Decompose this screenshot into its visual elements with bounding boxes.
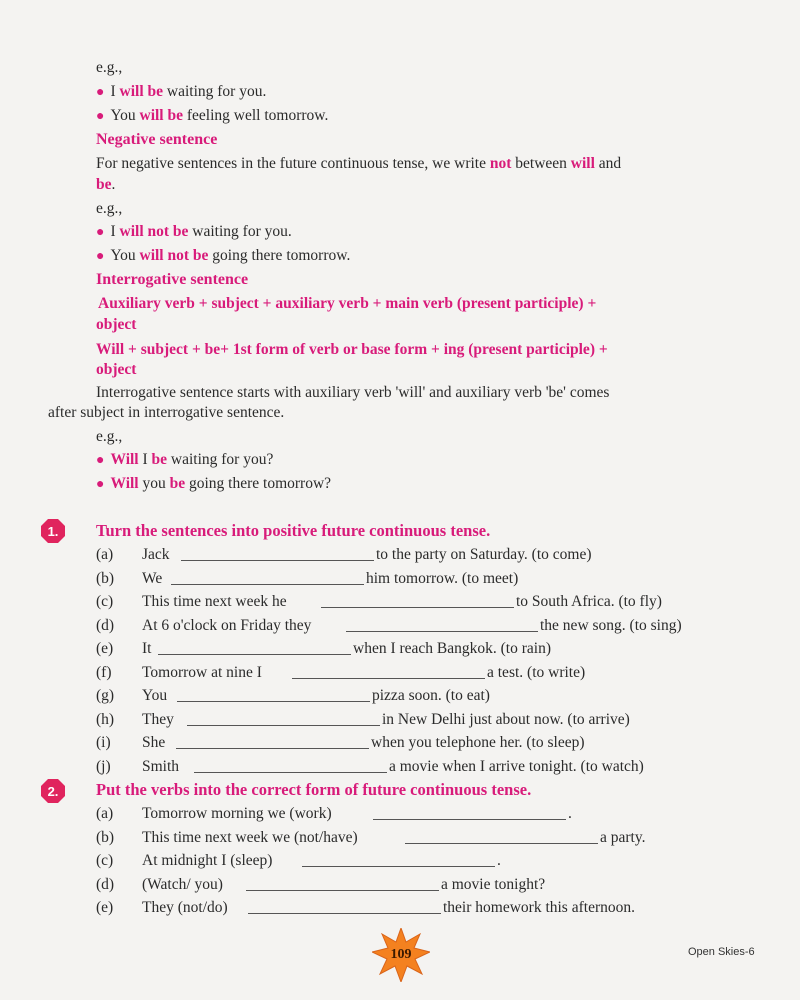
- negative-example-2: ● You will not be going there tomorrow.: [96, 247, 351, 264]
- exercise-2-item-answer-blank[interactable]: [405, 843, 598, 844]
- exercise-1-item-answer-blank[interactable]: [158, 654, 351, 655]
- positive-example-2: ● You will be feeling well tomorrow.: [96, 107, 329, 124]
- exercise-1-item-continuation: the new song. (to sing): [540, 617, 682, 634]
- interrogative-example-1: ● Will I be waiting for you?: [96, 451, 274, 468]
- negative-paragraph-line-1: For negative sentences in the future continuous tense, we write not between will and: [96, 155, 622, 172]
- exercise-2-item-continuation: .: [497, 852, 501, 869]
- exercise-2-item-prompt: They (not/do): [142, 899, 228, 916]
- eg-label: e.g.,: [96, 428, 123, 445]
- exercise-2-item-label: (b): [96, 829, 115, 846]
- book-title-footer: Open Skies-6: [688, 946, 755, 958]
- exercise-2-item-prompt: At midnight I (sleep): [142, 852, 273, 869]
- exercise-1-item-prompt: She: [142, 734, 166, 751]
- exercise-1-item-continuation: a movie when I arrive tonight. (to watch): [389, 758, 644, 775]
- exercise-2-badge: 2.: [40, 778, 66, 804]
- exercise-1-item-continuation: when you telephone her. (to sleep): [371, 734, 585, 751]
- exercise-1-item-label: (g): [96, 687, 115, 704]
- bullet-icon: ●: [96, 109, 105, 124]
- exercise-1-item-answer-blank[interactable]: [321, 607, 514, 608]
- interrogative-example-2: ● Will you be going there tomorrow?: [96, 475, 332, 492]
- exercise-1-item-label: (a): [96, 546, 114, 563]
- exercise-1-item-label: (d): [96, 617, 115, 634]
- exercise-1-item-label: (i): [96, 734, 111, 751]
- exercise-2-title: Put the verbs into the correct form of future continuous tense.: [96, 780, 532, 799]
- exercise-1-badge: 1.: [40, 518, 66, 544]
- exercise-2-item-answer-blank[interactable]: [246, 890, 439, 891]
- exercise-1-item-answer-blank[interactable]: [171, 584, 364, 585]
- interrogative-paragraph-line-1: Interrogative sentence starts with auxiliary verb 'will' and auxiliary verb 'be' comes: [96, 384, 610, 401]
- exercise-1-item-prompt: It: [142, 640, 152, 657]
- formula-2-line-2: object: [96, 361, 137, 378]
- exercise-1-item-prompt: Smith: [142, 758, 180, 775]
- exercise-1-item-answer-blank[interactable]: [187, 725, 380, 726]
- formula-2-line-1: Will + subject + be+ 1st form of verb or base form + ing (present participle) +: [96, 341, 608, 358]
- exercise-1-item-label: (j): [96, 758, 111, 775]
- exercise-1-item-answer-blank[interactable]: [181, 560, 374, 561]
- exercise-1-item-answer-blank[interactable]: [346, 631, 538, 632]
- exercise-1-item-continuation: when I reach Bangkok. (to rain): [353, 640, 551, 657]
- exercise-1-item-continuation: in New Delhi just about now. (to arrive): [382, 711, 630, 728]
- exercise-1-item-continuation: pizza soon. (to eat): [372, 687, 490, 704]
- exercise-2-item-answer-blank[interactable]: [302, 866, 495, 867]
- exercise-2-item-label: (e): [96, 899, 114, 916]
- exercise-1-item-continuation: him tomorrow. (to meet): [366, 570, 519, 587]
- exercise-1-item-label: (e): [96, 640, 114, 657]
- exercise-2-item-answer-blank[interactable]: [248, 913, 441, 914]
- interrogative-heading: Interrogative sentence: [96, 271, 249, 288]
- exercise-1-item-answer-blank[interactable]: [177, 701, 370, 702]
- exercise-1-item-prompt: Tomorrow at nine I: [142, 664, 262, 681]
- bullet-icon: ●: [96, 249, 105, 264]
- bullet-icon: ●: [96, 453, 105, 468]
- eg-label: e.g.,: [96, 200, 123, 217]
- interrogative-paragraph-line-2: after subject in interrogative sentence.: [48, 404, 285, 421]
- exercise-1-item-prompt: At 6 o'clock on Friday they: [142, 617, 312, 634]
- exercise-2-item-prompt: Tomorrow morning we (work): [142, 805, 332, 822]
- page-number-badge: [372, 928, 430, 982]
- exercise-2-item-label: (d): [96, 876, 115, 893]
- exercise-1-item-answer-blank[interactable]: [176, 748, 369, 749]
- bullet-icon: ●: [96, 477, 105, 492]
- exercise-2-item-continuation: a movie tonight?: [441, 876, 546, 893]
- exercise-1-item-prompt: They: [142, 711, 174, 728]
- exercise-1-item-answer-blank[interactable]: [292, 678, 485, 679]
- exercise-1-item-continuation: to the party on Saturday. (to come): [376, 546, 592, 563]
- exercise-1-item-prompt: Jack: [142, 546, 170, 563]
- exercise-1-item-prompt: This time next week he: [142, 593, 287, 610]
- exercise-2-item-continuation: .: [568, 805, 572, 822]
- negative-heading: Negative sentence: [96, 131, 218, 148]
- exercise-1-item-prompt: You: [142, 687, 168, 704]
- page-number: 109: [390, 947, 412, 962]
- positive-example-1: ● I will be waiting for you.: [96, 83, 267, 100]
- exercise-1-item-prompt: We: [142, 570, 163, 587]
- formula-1-line-2: object: [96, 316, 137, 333]
- exercise-1-item-label: (c): [96, 593, 114, 610]
- exercise-2-item-label: (c): [96, 852, 114, 869]
- exercise-2-item-continuation: a party.: [600, 829, 646, 846]
- exercise-1-item-answer-blank[interactable]: [194, 772, 387, 773]
- exercise-2-item-answer-blank[interactable]: [373, 819, 566, 820]
- exercise-1-item-continuation: to South Africa. (to fly): [516, 593, 662, 610]
- negative-example-1: ● I will not be waiting for you.: [96, 223, 292, 240]
- exercise-2-item-continuation: their homework this afternoon.: [443, 899, 635, 916]
- bullet-icon: ●: [96, 85, 105, 100]
- eg-label: e.g.,: [96, 59, 123, 76]
- exercise-1-item-label: (b): [96, 570, 115, 587]
- exercise-1-item-label: (h): [96, 711, 115, 728]
- formula-1-line-1: Auxiliary verb + subject + auxiliary verb + main verb (present participle) +: [98, 295, 597, 312]
- exercise-2-item-prompt: (Watch/ you): [142, 876, 223, 893]
- bullet-icon: ●: [96, 225, 105, 240]
- exercise-2-item-label: (a): [96, 805, 114, 822]
- exercise-1-item-continuation: a test. (to write): [487, 664, 586, 681]
- negative-paragraph-line-2: be.: [96, 176, 116, 193]
- exercise-2-item-prompt: This time next week we (not/have): [142, 829, 358, 846]
- exercise-1-item-label: (f): [96, 664, 112, 681]
- exercise-1-title: Turn the sentences into positive future continuous tense.: [96, 521, 491, 540]
